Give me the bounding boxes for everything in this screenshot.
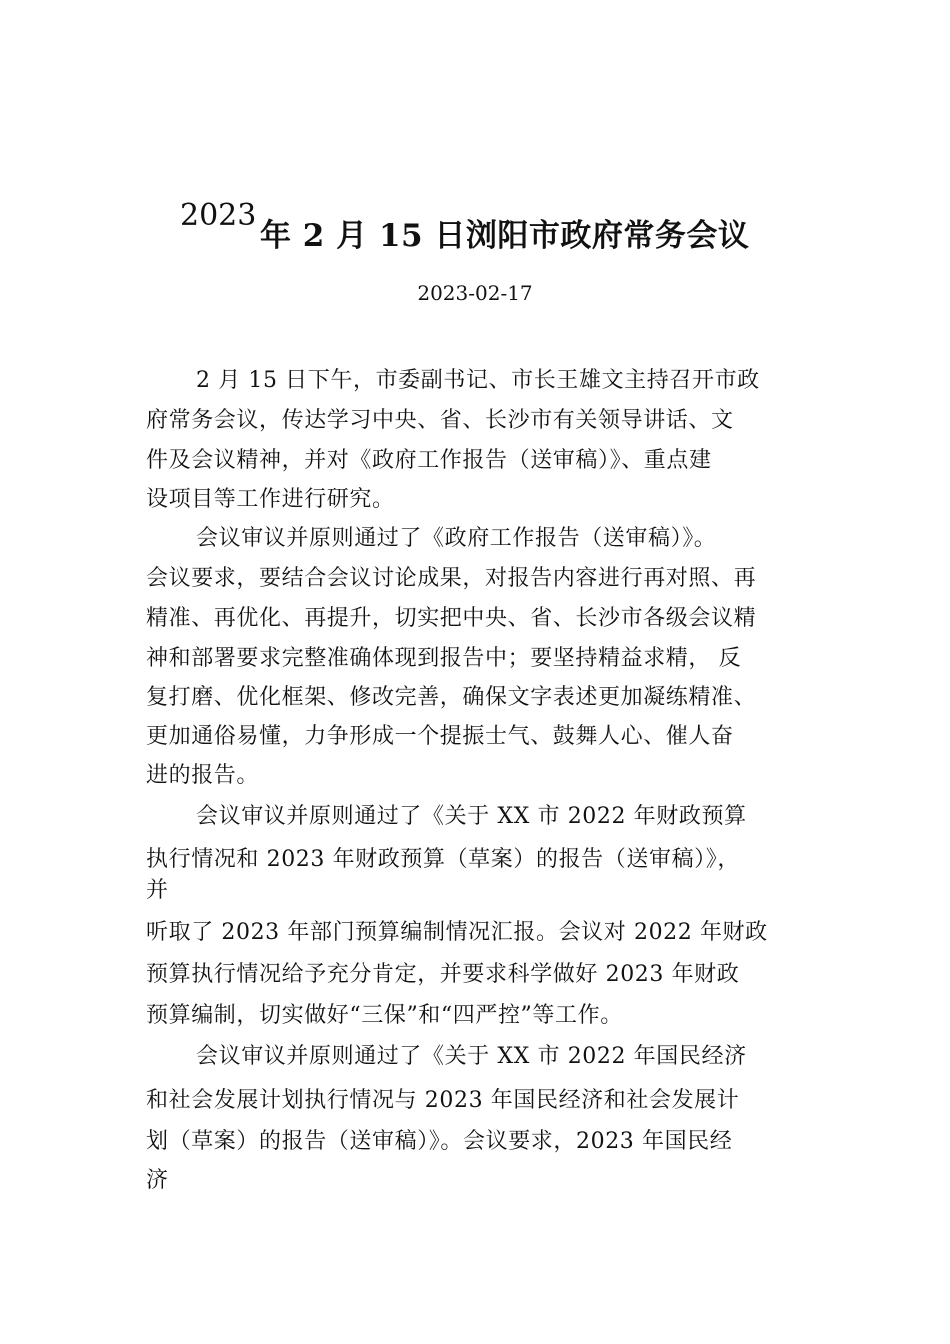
document-title xyxy=(180,196,800,266)
body-line: 并 xyxy=(146,878,169,903)
body-line: 听取了 2023 年部门预算编制情况汇报。会议对 2022 年财政 xyxy=(146,920,768,945)
body-line: 预算编制，切实做好“三保”和“四严控”等工作。 xyxy=(146,1003,623,1028)
body-line: 府常务会议，传达学习中央、省、长沙市有关领导讲话、文 xyxy=(146,408,734,433)
body-line: 复打磨、优化框架、修改完善，确保文字表述更加凝练精准、 xyxy=(146,685,757,710)
body-line: 会议要求，要结合会议讨论成果，对报告内容进行再对照、再 xyxy=(146,566,757,591)
body-line: 和社会发展计划执行情况与 2023 年国民经济和社会发展计 xyxy=(146,1088,740,1113)
body-line: 2 月 15 日下午，市委副书记、市长王雄文主持召开市政 xyxy=(196,368,760,393)
body-line: 会议审议并原则通过了《关于 XX 市 2022 年财政预算 xyxy=(196,804,747,829)
body-line: 件及会议精神，并对《政府工作报告（送审稿）》、重点建 xyxy=(146,448,712,473)
body-line: 预算执行情况给予充分肯定，并要求科学做好 2023 年财政 xyxy=(146,962,740,987)
body-line: 神和部署要求完整准确体现到报告中；要坚持精益求精， 反 xyxy=(146,646,742,671)
title-year: 2023 xyxy=(180,198,257,233)
body-line: 济 xyxy=(146,1168,169,1193)
body-line: 进的报告。 xyxy=(146,763,260,788)
publish-date: 2023-02-17 xyxy=(417,281,533,305)
body-line: 会议审议并原则通过了《政府工作报告（送审稿）》。 xyxy=(196,526,717,551)
title-text: 年 2 月 15 日浏阳市政府常务会议 xyxy=(260,218,750,254)
body-line: 精准、再优化、再提升，切实把中央、省、长沙市各级会议精 xyxy=(146,606,757,631)
body-line: 划（草案）的报告（送审稿）》。会议要求，2023 年国民经 xyxy=(146,1129,733,1154)
body-line: 更加通俗易懂，力争形成一个提振士气、鼓舞人心、催人奋 xyxy=(146,724,734,749)
body-line: 设项目等工作进行研究。 xyxy=(146,487,395,512)
body-line: 执行情况和 2023 年财政预算（草案）的报告（送审稿）》， xyxy=(146,847,740,872)
body-line: 会议审议并原则通过了《关于 XX 市 2022 年国民经济 xyxy=(196,1044,747,1069)
